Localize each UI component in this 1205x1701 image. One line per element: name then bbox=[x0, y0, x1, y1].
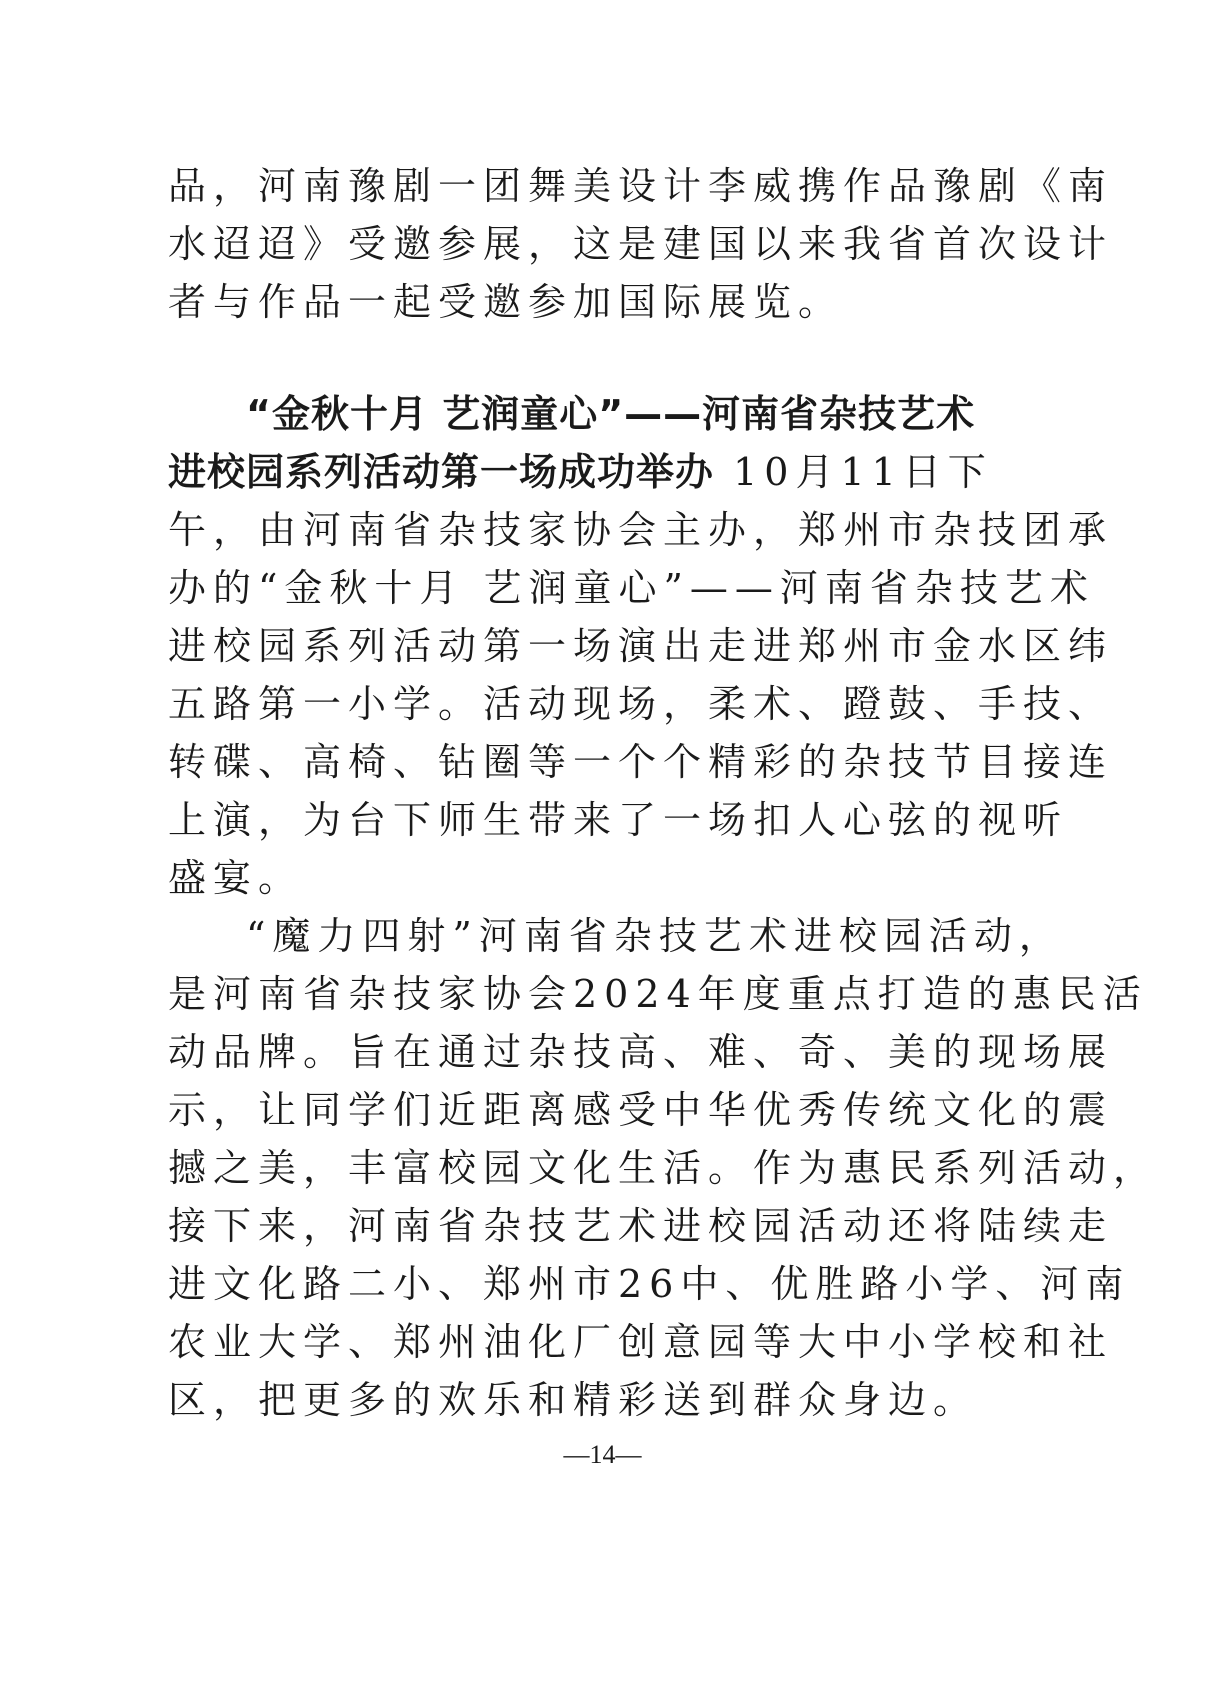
text-line: 农业大学、郑州油化厂创意园等大中小学校和社 bbox=[168, 1320, 1114, 1364]
page-number: —14— bbox=[563, 1440, 642, 1469]
section-heading-line2 bbox=[168, 442, 993, 502]
date-text: 10月11日下 bbox=[714, 450, 993, 494]
text-line: 是河南省杂技家协会2024年度重点打造的惠民活 bbox=[168, 972, 1148, 1016]
text-line: 盛宴。 bbox=[168, 856, 304, 900]
text-line: 品，河南豫剧一团舞美设计李威携作品豫剧《南 bbox=[168, 164, 1114, 208]
text-line: 进校园系列活动第一场演出走进郑州市金水区纬 bbox=[168, 624, 1114, 668]
text-line: 动品牌。旨在通过杂技高、难、奇、美的现场展 bbox=[168, 1030, 1114, 1074]
text-line: 上演，为台下师生带来了一场扣人心弦的视听 bbox=[168, 798, 1069, 842]
text-line: 办的“金秋十月 艺润童心”——河南省杂技艺术 bbox=[168, 566, 1095, 610]
text-line: 区，把更多的欢乐和精彩送到群众身边。 bbox=[168, 1378, 979, 1422]
text-line: 水迢迢》受邀参展，这是建国以来我省首次设计 bbox=[168, 222, 1114, 266]
section-heading-continuation: 进校园系列活动第一场成功举办 bbox=[168, 450, 715, 494]
section-heading: “金秋十月 艺润童心”——河南省杂技艺术 bbox=[246, 392, 976, 436]
text-line: 午，由河南省杂技家协会主办，郑州市杂技团承 bbox=[168, 508, 1114, 552]
text-line: 撼之美，丰富校园文化生活。作为惠民系列活动， bbox=[168, 1146, 1159, 1190]
text-line: 接下来，河南省杂技艺术进校园活动还将陆续走 bbox=[168, 1204, 1114, 1248]
text-line: 进文化路二小、郑州市26中、优胜路小学、河南 bbox=[168, 1262, 1131, 1306]
paragraph-start: “魔力四射”河南省杂技艺术进校园活动， bbox=[246, 914, 1064, 958]
text-line: 者与作品一起受邀参加国际展览。 bbox=[168, 280, 844, 324]
text-line: 示，让同学们近距离感受中华优秀传统文化的震 bbox=[168, 1088, 1114, 1132]
text-line: 转碟、高椅、钻圈等一个个精彩的杂技节目接连 bbox=[168, 740, 1114, 784]
text-line: 五路第一小学。活动现场，柔术、蹬鼓、手技、 bbox=[168, 682, 1114, 726]
